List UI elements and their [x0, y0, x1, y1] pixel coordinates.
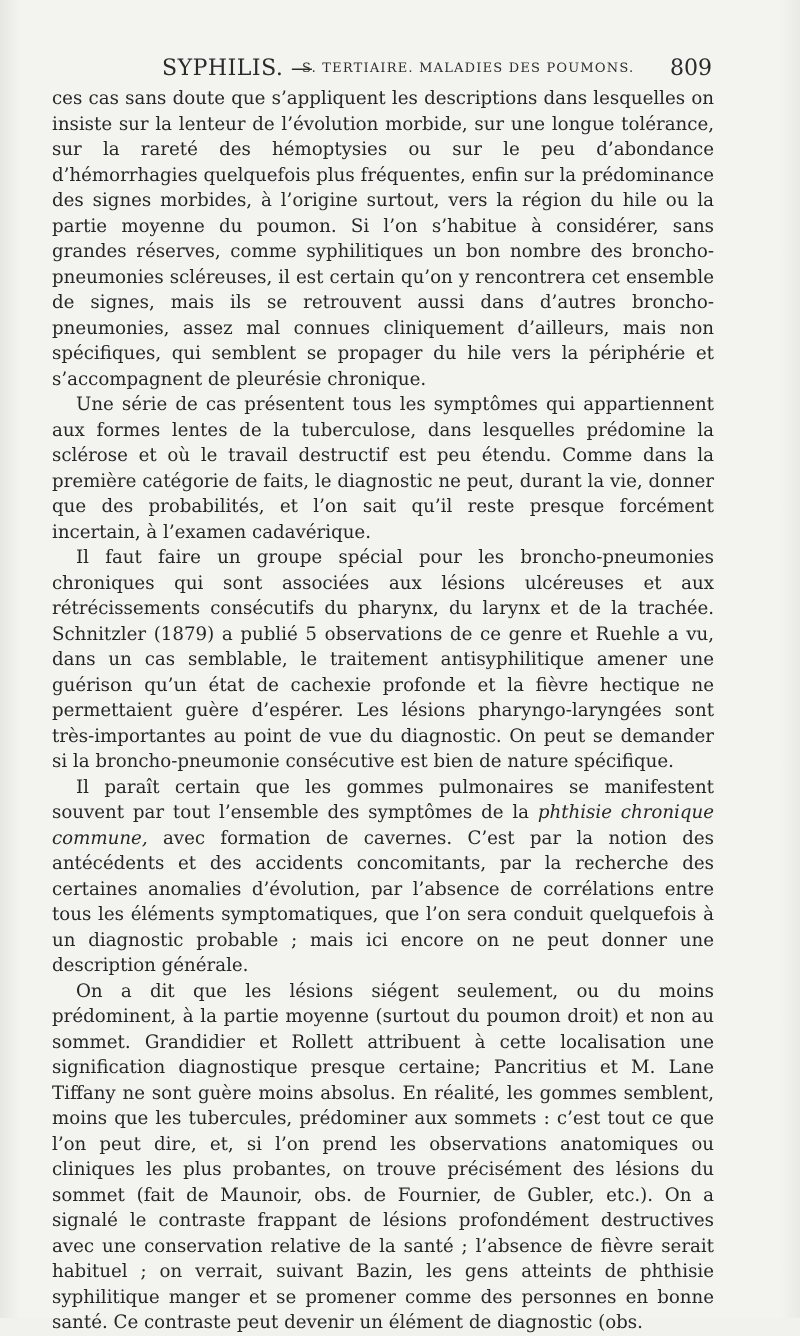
- paragraph: ces cas sans doute que s’appliquent les descriptions dans lesquelles on insiste sur la lenteur de l’évolution morbide, sur une longue tolérance, sur la rareté des hémoptysies ou sur le peu d’abondance d’hémorrhagies quelquefois plus fréquentes, enfin sur la prédominance des signes morbides, à l’origine surtout, vers la région du hile ou la partie moyenne du poumon. Si l’on s’habitue à considérer, sans grandes réserves, comme syphilitiques un bon nombre des broncho-pneumonies scléreuses, il est certain qu’on y rencontrera cet ensemble de signes, mais ils se retrouvent aussi dans d’autres broncho-pneumonies, assez mal connues cliniquement d’ailleurs, mais non spécifiques, qui semblent se propager du hile vers la périphérie et s’accompagnent de pleurésie chronique.: [52, 88, 714, 390]
- running-title: SYPHILIS. —: [162, 56, 314, 81]
- paragraph: Une série de cas présentent tous les symptômes qui appartiennent aux formes lentes de la tuberculose, dans lesquelles prédomine la sclérose et où le travail destructif est peu étendu. Comme dans la première catégorie de faits, le diagnostic ne peut, durant la vie, donner que des probabilités, et l’on sait qu’il reste presque forcément incertain, à l’examen cadavérique.: [52, 394, 714, 543]
- paragraph-text: Il paraît certain que les gommes pulmonaires se manifestent souvent par tout l’ensemble des symptômes de la: [52, 776, 714, 823]
- paragraph-text: avec formation de cavernes. C’est par la notion des antécédents et des accidents concomitants, par la recherche des certaines anomalies d’évolution, par l’absence de corrélations entre tous les éléments symptomatiques, que l’on sera conduit quelquefois à un diagnostic probable ; mais ici encore on ne peut donner une description générale.: [52, 827, 714, 976]
- page-number: 809: [670, 56, 712, 81]
- paragraph: On a dit que les lésions siégent seulement, ou du moins prédominent, à la partie moyenne (surtout du poumon droit) et non au sommet. Grandidier et Rollett attribuent à cette localisation une signification diagnostique presque certaine; Pancritius et M. Lane Tiffany ne sont guère moins absolus. En réalité, les gommes semblent, moins que les tubercules, prédominer aux sommets : c’est tout ce que l’on peut dire, et, si l’on prend les observations anatomiques ou cliniques les plus probantes, on trouve précisément des lésions du sommet (fait de Maunoir, obs. de Fournier, de Gubler, etc.). On a signalé le contraste frappant de lésions profondément destructives avec une conservation relative de la santé ; l’absence de fièvre serait habituel ; on verrait, suivant Bazin, les gens atteints de phthisie syphilitique manger et se promener comme des personnes en bonne santé. Ce contraste peut devenir un élément de diagnostic (obs.: [52, 980, 714, 1333]
- paragraph: Il faut faire un groupe spécial pour les broncho-pneumonies chroniques qui sont associées aux lésions ulcéreuses et aux rétrécissements consécutifs du pharynx, du larynx et de la trachée. Schnitzler (1879) a publié 5 observations de ce genre et Ruehle a vu, dans un cas semblable, le traitement antisyphilitique amener une guérison qu’un état de cachexie profonde et la fièvre hectique ne permettaient guère d’espérer. Les lésions pharyngo-laryngées sont très-importantes au point de vue du diagnostic. On peut se demander si la broncho-pneumonie consécutive est bien de nature spécifique.: [52, 547, 714, 772]
- running-subtitle: S. TERTIAIRE. MALADIES DES POUMONS.: [302, 61, 635, 76]
- italic-phrase: phthisie chronique commune,: [52, 802, 714, 849]
- paragraph: [52, 775, 714, 979]
- running-header: [52, 50, 712, 84]
- body-text: [52, 86, 714, 1336]
